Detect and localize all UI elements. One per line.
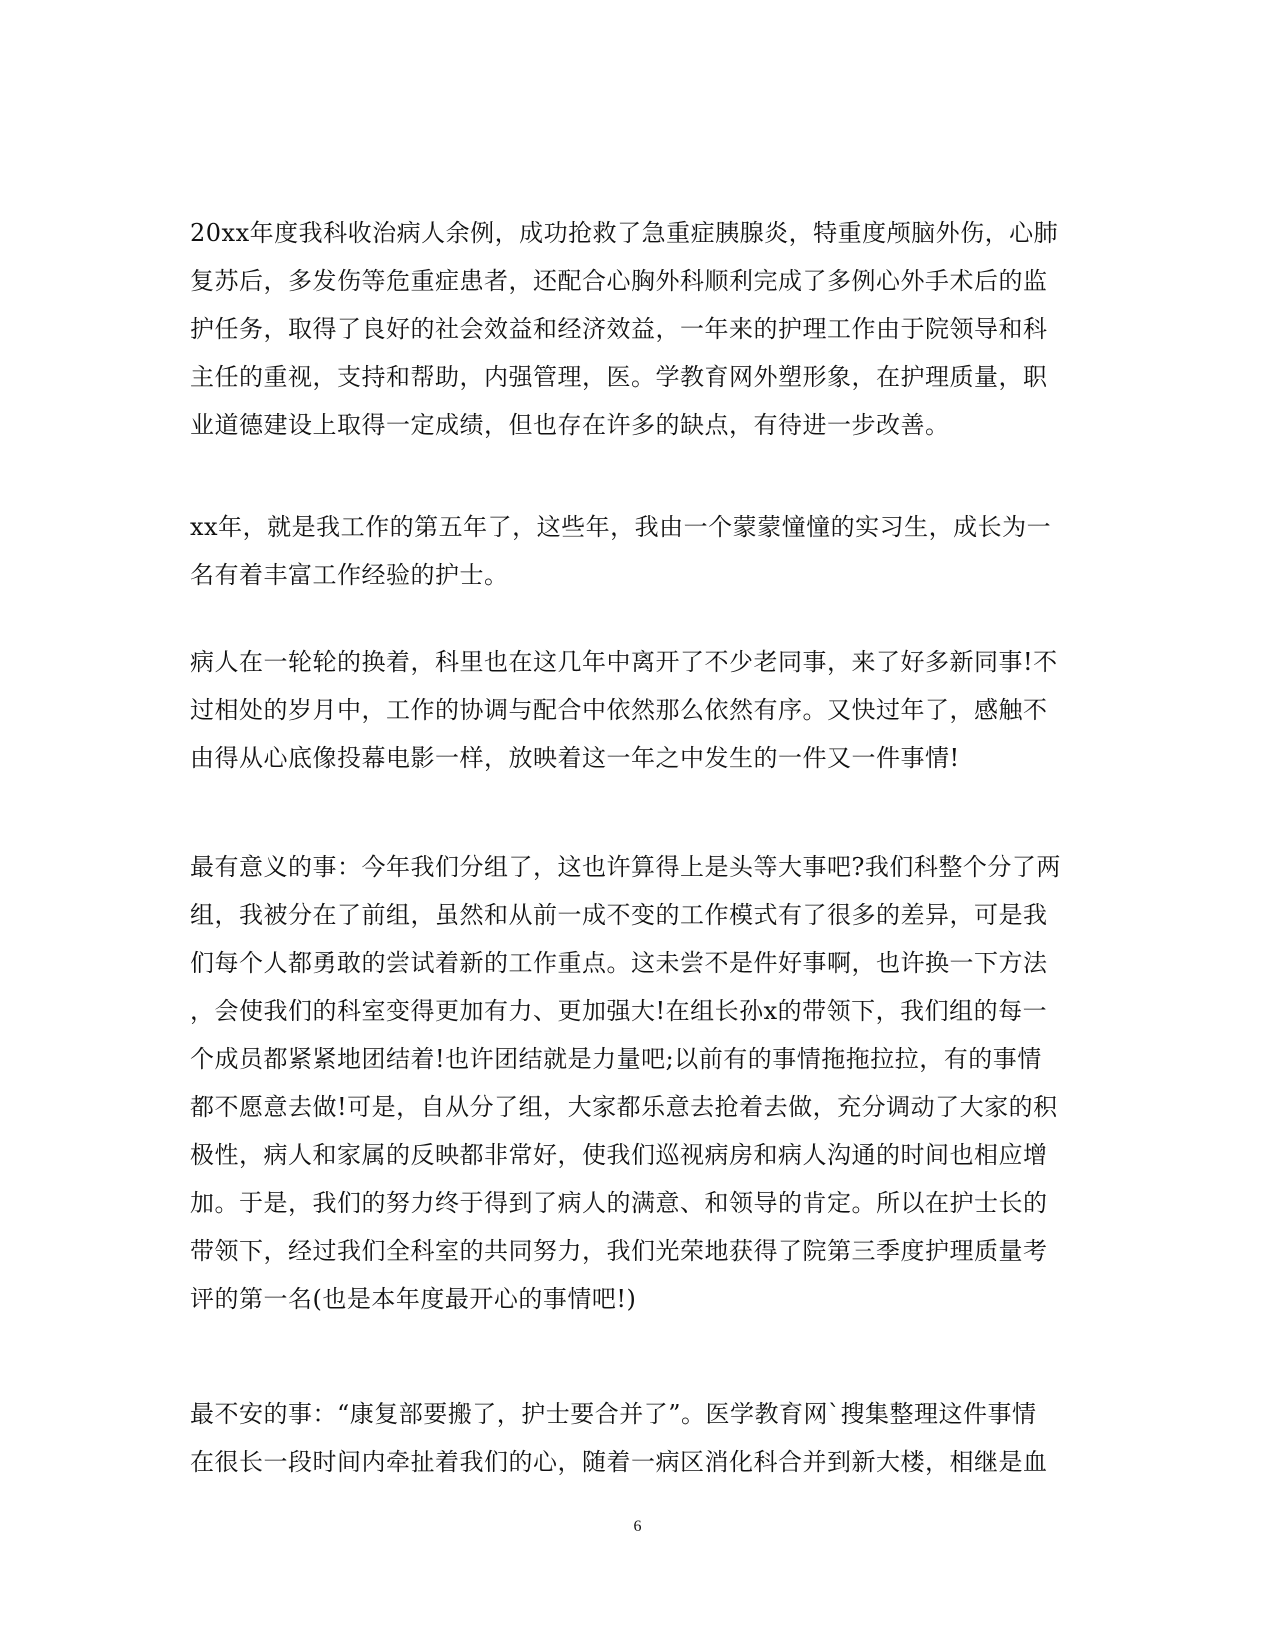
text-line: 过相处的岁月中，工作的协调与配合中依然那么依然有序。又快过年了，感触不 bbox=[190, 696, 1048, 724]
text-line: 极性，病人和家属的反映都非常好，使我们巡视病房和病人沟通的时间也相应增 bbox=[190, 1141, 1048, 1169]
text-line: xx年，就是我工作的第五年了，这些年，我由一个蒙蒙憧憧的实习生，成长为一 bbox=[190, 513, 1052, 541]
text-line: 复苏后，多发伤等危重症患者，还配合心胸外科顺利完成了多例心外手术后的监 bbox=[190, 267, 1048, 295]
text-line: 带领下，经过我们全科室的共同努力，我们光荣地获得了院第三季度护理质量考 bbox=[190, 1237, 1048, 1265]
text-line: 最不安的事：“康复部要搬了，护士要合并了”。医学教育网`搜集整理这件事情 bbox=[190, 1400, 1037, 1428]
text-line: 加。于是，我们的努力终于得到了病人的满意、和领导的肯定。所以在护士长的 bbox=[190, 1189, 1048, 1217]
text-line: 业道德建设上取得一定成绩，但也存在许多的缺点，有待进一步改善。 bbox=[190, 411, 950, 439]
page-number: 6 bbox=[633, 1518, 642, 1535]
text-line: ，会使我们的科室变得更加有力、更加强大!在组长孙x的带领下，我们组的每一 bbox=[190, 997, 1048, 1025]
paragraph-summary bbox=[190, 209, 1058, 449]
text-line: 主任的重视，支持和帮助，内强管理，医。学教育网外塑形象，在护理质量，职 bbox=[190, 363, 1048, 391]
text-line: 护任务，取得了良好的社会效益和经济效益，一年来的护理工作由于院领导和科 bbox=[190, 315, 1048, 343]
text-line: 名有着丰富工作经验的护士。 bbox=[190, 561, 509, 589]
paragraph-fifth-year bbox=[190, 503, 1051, 599]
paragraph-most-uneasy bbox=[190, 1390, 1048, 1486]
text-line: 病人在一轮轮的换着，科里也在这几年中离开了不少老同事，来了好多新同事!不 bbox=[190, 648, 1058, 676]
text-line: 由得从心底像投幕电影一样，放映着这一年之中发生的一件又一件事情! bbox=[190, 744, 960, 772]
paragraph-colleagues bbox=[190, 638, 1058, 782]
text-line: 在很长一段时间内牵扯着我们的心，随着一病区消化科合并到新大楼，相继是血 bbox=[190, 1448, 1048, 1476]
text-line: 组，我被分在了前组，虽然和从前一成不变的工作模式有了很多的差异，可是我 bbox=[190, 901, 1048, 929]
text-line: 们每个人都勇敢的尝试着新的工作重点。这未尝不是件好事啊，也许换一下方法 bbox=[190, 949, 1048, 977]
text-line: 最有意义的事：今年我们分组了，这也许算得上是头等大事吧?我们科整个分了两 bbox=[190, 853, 1061, 881]
text-line: 20xx年度我科收治病人余例，成功抢救了急重症胰腺炎，特重度颅脑外伤，心肺 bbox=[190, 219, 1059, 247]
text-line: 评的第一名(也是本年度最开心的事情吧!) bbox=[190, 1285, 637, 1313]
paragraph-most-meaningful bbox=[190, 843, 1061, 1323]
text-line: 都不愿意去做!可是，自从分了组，大家都乐意去抢着去做，充分调动了大家的积 bbox=[190, 1093, 1058, 1121]
text-line: 个成员都紧紧地团结着!也许团结就是力量吧;以前有的事情拖拖拉拉，有的事情 bbox=[190, 1045, 1042, 1073]
